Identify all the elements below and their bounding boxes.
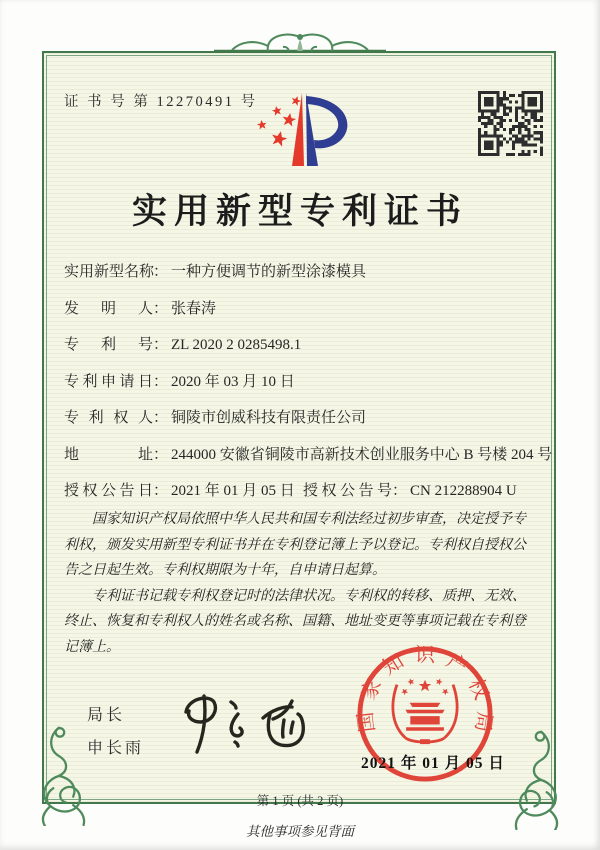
colon: ： xyxy=(153,300,169,317)
director-block xyxy=(87,699,144,765)
field-grant-publication-number xyxy=(303,480,517,502)
back-side-note: 其他事项参见背面 xyxy=(246,824,354,839)
national-emblem xyxy=(393,677,457,744)
page-indicator: 第 1 页 (共 2 页) xyxy=(256,794,344,808)
field-value: 2021 年 01 月 05 日 xyxy=(171,483,295,499)
field-patentee xyxy=(64,407,542,429)
certificate-fields xyxy=(64,261,553,517)
colon: ： xyxy=(392,483,408,499)
legal-paragraph-1: 国家知识产权局依照中华人民共和国专利法经过初步审查，决定授予专利权，颁发实用新型专利证书并在专利登记簿上予以登记。专利权自授权公告之日起生效。专利权期限为十年，自申请日起算。 xyxy=(64,512,526,578)
field-label: 专利申请日 xyxy=(64,373,153,390)
field-value: ZL 2020 2 0285498.1 xyxy=(171,337,302,353)
field-grant-date xyxy=(64,480,303,502)
colon: ： xyxy=(153,264,169,280)
field-label: 专利权人 xyxy=(64,410,153,426)
bottom-right-flourish-icon xyxy=(512,726,570,830)
field-label: 授权公告日 xyxy=(64,483,153,499)
handwritten-signature-icon xyxy=(168,668,328,760)
field-label: 实用新型名称 xyxy=(64,264,155,280)
seal-date: 2021 年 01 月 05 日 xyxy=(361,755,505,772)
field-label: 专利号 xyxy=(64,337,153,353)
director-name: 申长雨 xyxy=(87,740,145,757)
field-label: 授权公告号 xyxy=(303,483,392,499)
field-value: 244000 安徽省铜陵市高新技术创业服务中心 B 号楼 204 号 xyxy=(171,446,553,463)
certificate-number: 证 书 号 第 12270491 号 xyxy=(64,94,258,110)
field-utility-model-name xyxy=(64,261,542,283)
legal-paragraph-2: 专利证书记载专利权登记时的法律状况。专利权的转移、质押、无效、终止、恢复和专利权人的姓名或名称、国籍、地址变更等事项记载在专利登记簿上。 xyxy=(64,588,526,655)
cnipa-logo-icon xyxy=(248,84,356,178)
certificate-title: 实用新型专利证书 xyxy=(131,192,468,231)
legal-text xyxy=(64,507,539,660)
field-value: CN 212288904 U xyxy=(410,483,517,499)
field-value: 张春涛 xyxy=(171,300,217,317)
colon: ： xyxy=(153,446,169,463)
seal-agency-text: 国家知识产权局 xyxy=(355,644,495,735)
field-value: 2020 年 03 月 10 日 xyxy=(171,373,295,390)
field-grant-row xyxy=(64,480,542,502)
field-value: 铜陵市创威科技有限责任公司 xyxy=(171,410,367,426)
colon: ： xyxy=(153,337,169,353)
colon: ： xyxy=(153,410,169,426)
field-address xyxy=(64,444,553,466)
field-patent-number xyxy=(64,334,542,356)
field-label: 地址 xyxy=(64,446,153,463)
director-title: 局长 xyxy=(87,707,126,724)
field-filing-date xyxy=(64,371,542,393)
field-inventor xyxy=(64,298,542,320)
field-label: 发明人 xyxy=(64,300,153,317)
field-value: 一种方便调节的新型涂漆模具 xyxy=(171,264,367,280)
bottom-left-flourish-icon xyxy=(30,722,88,826)
qr-code-icon xyxy=(478,91,543,156)
colon: ： xyxy=(153,373,169,390)
colon: ： xyxy=(153,483,169,499)
